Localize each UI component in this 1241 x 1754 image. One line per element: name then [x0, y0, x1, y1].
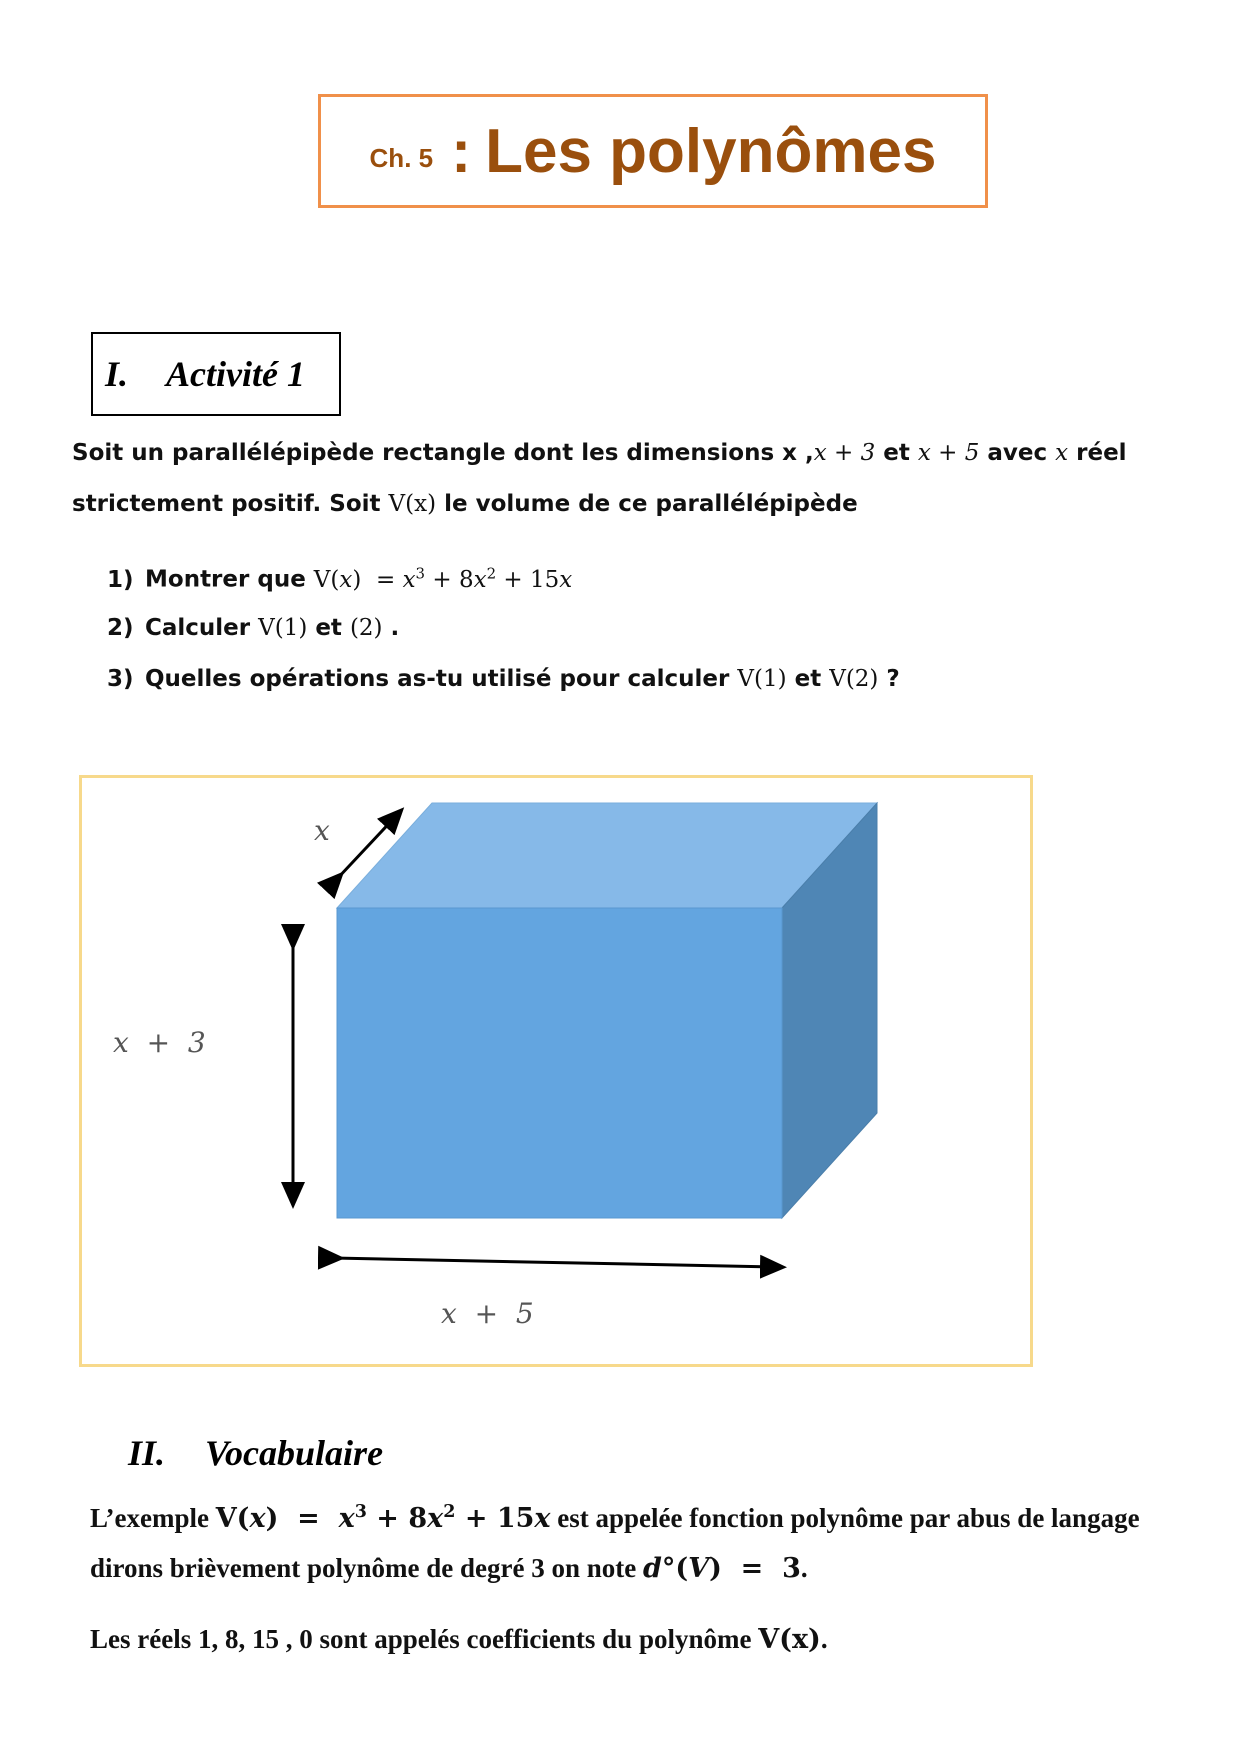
vocab-math-1: $V(x) = x^3 + 8x^2 + 15x$	[215, 1502, 551, 1534]
section1-number: I.	[105, 354, 129, 394]
section2-number: II.	[128, 1433, 166, 1473]
vocab-text-2: est appelée fonction polynôme par abus de langage	[550, 1503, 1140, 1533]
intro-math-v: V(x)	[388, 491, 437, 517]
vocab-line-2	[90, 1553, 808, 1584]
width-arrow	[333, 1258, 775, 1267]
chapter-title: Les polynômes	[485, 116, 937, 186]
intro-text: Soit un parallélépipède rectangle dont les dimensions	[72, 440, 783, 466]
intro-text-2: strictement positif. Soit	[72, 491, 389, 517]
vocab-text: L’exemple	[90, 1503, 216, 1533]
vocab-line-1	[90, 1502, 1140, 1534]
question-number: 1)	[107, 566, 134, 593]
vocab-math-3: V(x)	[758, 1624, 821, 1655]
intro-line-1	[72, 440, 1127, 466]
intro-et: et	[875, 440, 918, 466]
question-text: Quelles opérations as-tu utilisé pour calculer	[145, 666, 738, 692]
depth-label: x	[314, 814, 330, 847]
vocab-text-4: Les réels 1, 8, 15 , 0 sont appelés coefficients du polynôme	[90, 1624, 759, 1654]
intro-math-3: x	[1055, 440, 1069, 466]
intro-x: x	[782, 440, 798, 466]
intro-avec: avec	[979, 440, 1056, 466]
intro-comma: ,	[797, 440, 814, 466]
intro-line-2	[72, 491, 858, 517]
section2-heading	[128, 1432, 383, 1474]
vocab-line-3	[90, 1624, 828, 1655]
height-label: x + 3	[113, 1026, 206, 1059]
question-math: $V(x) = x^3 + 8x^2 + 15x$	[313, 564, 573, 593]
question-math-2: (2)	[349, 615, 383, 641]
box-diagram	[82, 778, 1030, 1364]
chapter-number: Ch. 5	[369, 142, 434, 173]
vocab-period-2: .	[820, 1624, 828, 1654]
box-front-face	[337, 908, 782, 1218]
intro-math-2: x + 5	[917, 440, 980, 466]
question-number: 3)	[107, 666, 134, 692]
question-tail: .	[382, 615, 400, 641]
vocab-text-3: dirons brièvement polynôme de degré 3 on note	[90, 1553, 643, 1583]
box-figure-frame	[79, 775, 1033, 1367]
question-et: et	[786, 666, 830, 692]
question-math: V(1)	[737, 666, 787, 692]
chapter-title-box	[318, 94, 988, 208]
question-1	[107, 564, 572, 593]
section2-title: Vocabulaire	[205, 1433, 384, 1473]
intro-math-1: x + 3	[813, 440, 876, 466]
intro-text-3: le volume de ce parallélépipède	[436, 491, 858, 517]
question-text: Calculer	[145, 615, 259, 641]
width-label: x + 5	[441, 1297, 534, 1330]
question-et: et	[307, 615, 350, 641]
question-math: V(1)	[258, 615, 308, 641]
question-number: 2)	[107, 615, 134, 641]
section1-heading	[91, 332, 341, 416]
vocab-math-2: d°(V) = 3	[642, 1553, 801, 1584]
question-3	[107, 666, 900, 692]
vocab-period: .	[800, 1553, 808, 1583]
question-tail: ?	[878, 666, 900, 692]
section1-title: Activité 1	[166, 354, 305, 394]
question-2	[107, 615, 399, 641]
intro-reel: réel	[1068, 440, 1127, 466]
title-colon: :	[451, 117, 472, 185]
question-math-2: V(2)	[829, 666, 879, 692]
question-text: Montrer que	[145, 566, 314, 593]
